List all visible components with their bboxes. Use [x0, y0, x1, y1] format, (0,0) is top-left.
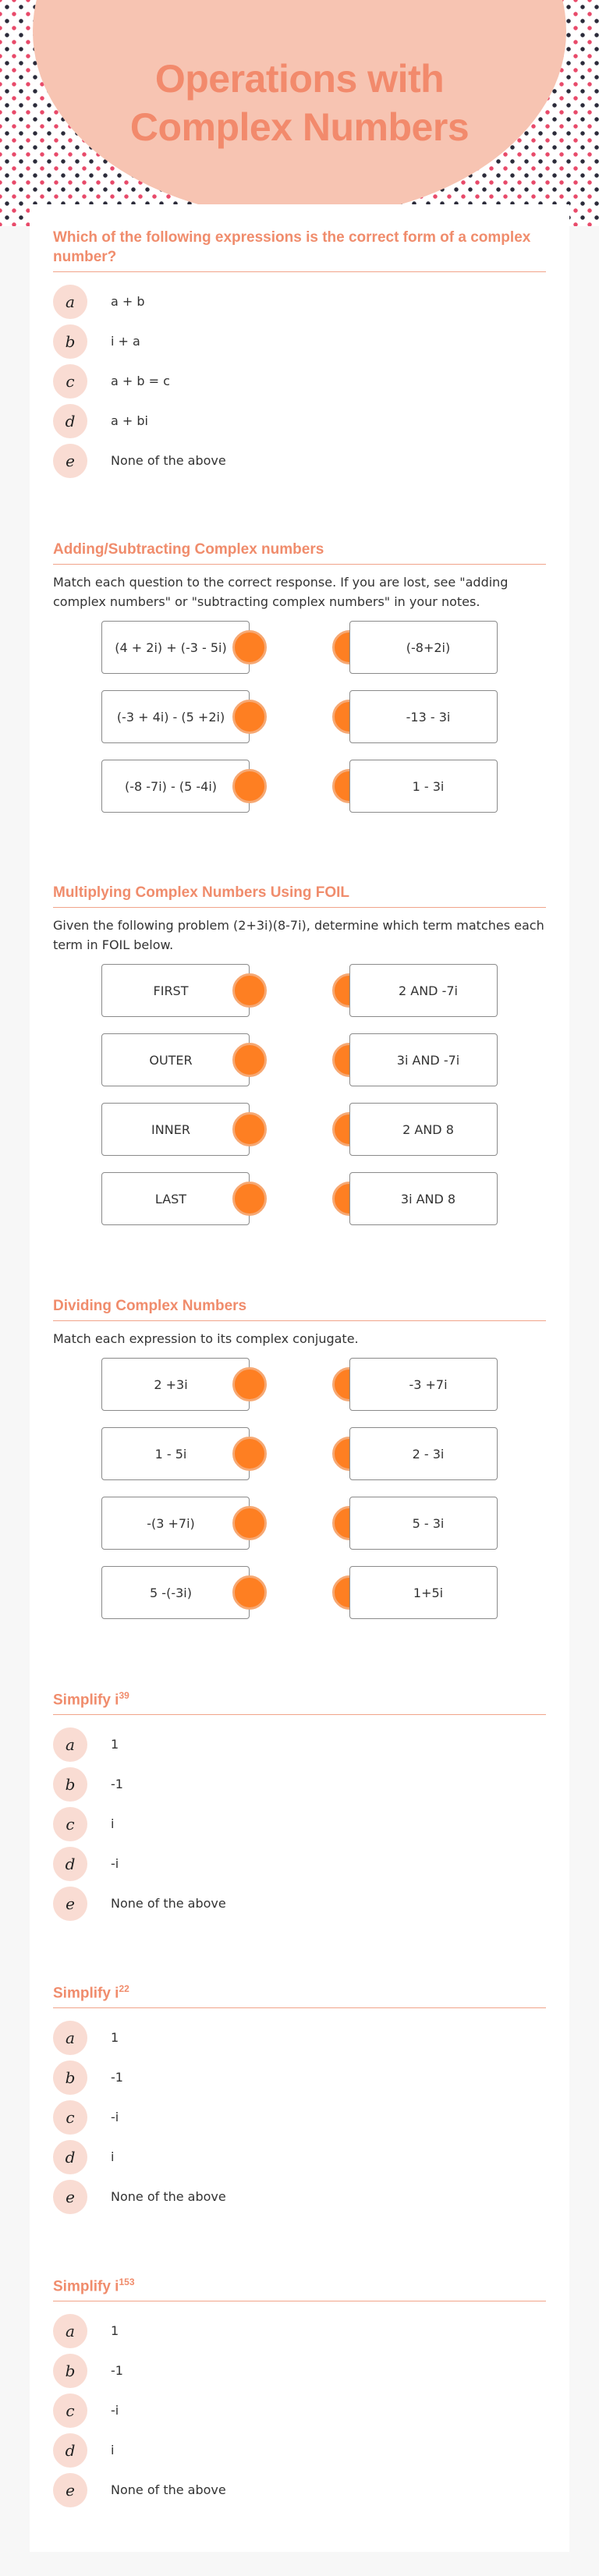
option-a[interactable] — [53, 1724, 546, 1764]
match-right-box[interactable]: 2 AND -7i — [349, 964, 498, 1017]
question-6-exponent: 22 — [119, 1983, 129, 1994]
option-b[interactable] — [53, 321, 546, 361]
match-row — [53, 760, 546, 829]
option-text: i — [111, 2149, 115, 2165]
match-right-box[interactable]: 3i AND 8 — [349, 1172, 498, 1225]
question-4-instructions: Match each expression to its complex conjugate. — [53, 1331, 359, 1346]
match-row — [53, 1033, 546, 1103]
match-right-box[interactable]: 1+5i — [349, 1566, 498, 1619]
match-left-box[interactable]: 2 +3i — [101, 1358, 250, 1411]
option-text: -i — [111, 2403, 119, 2418]
option-letter: e — [53, 2473, 87, 2507]
match-connector-dot[interactable] — [232, 1367, 267, 1401]
question-7-options — [53, 2311, 546, 2510]
option-e[interactable] — [53, 2470, 546, 2510]
option-c[interactable] — [53, 2390, 546, 2430]
question-2-instructions: Match each question to the correct response. If you are lost, see "adding complex numbers" or "subtracting complex numbers" in your notes. — [53, 575, 509, 609]
match-right-box[interactable]: (-8+2i) — [349, 621, 498, 674]
question-6-title — [53, 1979, 546, 2008]
option-d[interactable] — [53, 2430, 546, 2470]
option-text: -i — [111, 1856, 119, 1872]
option-text: None of the above — [111, 2189, 226, 2205]
option-letter: b — [53, 1767, 87, 1802]
question-5-title-text: Simplify i — [53, 1692, 119, 1709]
question-1-options — [53, 282, 546, 480]
option-d[interactable] — [53, 1844, 546, 1883]
match-right-box[interactable]: 5 - 3i — [349, 1497, 498, 1550]
match-right-box[interactable]: 3i AND -7i — [349, 1033, 498, 1086]
match-row — [53, 1566, 546, 1635]
option-letter: e — [53, 444, 87, 478]
match-row — [53, 1172, 546, 1242]
match-left-box[interactable]: FIRST — [101, 964, 250, 1017]
option-c[interactable] — [53, 2097, 546, 2137]
option-letter: d — [53, 2433, 87, 2468]
match-right-box[interactable]: 2 - 3i — [349, 1427, 498, 1480]
match-left-box[interactable]: (4 + 2i) + (-3 - 5i) — [101, 621, 250, 674]
option-letter: a — [53, 1727, 87, 1762]
match-left-box[interactable]: (-8 -7i) - (5 -4i) — [101, 760, 250, 813]
match-right-box[interactable]: -3 +7i — [349, 1358, 498, 1411]
question-6-title-text: Simplify i — [53, 1985, 119, 2002]
question-2-matching — [53, 621, 546, 829]
option-e[interactable] — [53, 441, 546, 480]
option-text: 1 — [111, 2323, 119, 2339]
question-7-title — [53, 2273, 546, 2301]
match-right-box[interactable]: 2 AND 8 — [349, 1103, 498, 1156]
question-4 — [53, 1296, 546, 1635]
option-letter: a — [53, 2021, 87, 2055]
question-7 — [53, 2273, 546, 2510]
match-connector-dot[interactable] — [232, 1575, 267, 1610]
option-text: -1 — [111, 2363, 123, 2379]
option-c[interactable] — [53, 1804, 546, 1844]
option-letter: c — [53, 2100, 87, 2135]
match-connector-dot[interactable] — [232, 1506, 267, 1540]
match-row — [53, 1427, 546, 1497]
question-5-title — [53, 1686, 546, 1715]
question-5 — [53, 1686, 546, 1923]
match-left-box[interactable]: 5 -(-3i) — [101, 1566, 250, 1619]
match-connector-dot[interactable] — [232, 1182, 267, 1216]
option-d[interactable] — [53, 2137, 546, 2177]
option-text: i + a — [111, 334, 140, 349]
question-3 — [53, 883, 546, 1242]
match-right-box[interactable]: -13 - 3i — [349, 690, 498, 743]
match-left-box[interactable]: 1 - 5i — [101, 1427, 250, 1480]
title-line-2: Complex Numbers — [129, 105, 470, 149]
option-text: i — [111, 1816, 115, 1832]
question-4-title: Dividing Complex Numbers — [53, 1296, 546, 1321]
match-left-box[interactable]: OUTER — [101, 1033, 250, 1086]
option-a[interactable] — [53, 2311, 546, 2351]
option-d[interactable] — [53, 401, 546, 441]
option-text: a + bi — [111, 413, 148, 428]
question-5-options — [53, 1724, 546, 1923]
question-4-matching — [53, 1358, 546, 1635]
question-3-matching — [53, 964, 546, 1242]
question-3-title: Multiplying Complex Numbers Using FOIL — [53, 883, 546, 908]
question-1 — [53, 228, 546, 480]
option-text: 1 — [111, 1737, 119, 1752]
match-row — [53, 690, 546, 760]
question-6 — [53, 1979, 546, 2216]
match-connector-dot[interactable] — [232, 1437, 267, 1471]
question-5-exponent: 39 — [119, 1690, 129, 1701]
match-right-box[interactable]: 1 - 3i — [349, 760, 498, 813]
option-text: 1 — [111, 2030, 119, 2046]
question-1-title: Which of the following expressions is the correct form of a complex number? — [53, 228, 546, 272]
match-left-box[interactable]: LAST — [101, 1172, 250, 1225]
match-row — [53, 621, 546, 690]
match-connector-dot[interactable] — [232, 700, 267, 734]
match-row — [53, 1358, 546, 1427]
option-text: a + b — [111, 294, 145, 309]
option-e[interactable] — [53, 1883, 546, 1923]
option-a[interactable] — [53, 2018, 546, 2057]
match-connector-dot[interactable] — [232, 769, 267, 803]
option-text: None of the above — [111, 2482, 226, 2498]
option-a[interactable] — [53, 282, 546, 321]
worksheet-title — [0, 55, 599, 151]
option-letter: a — [53, 2314, 87, 2348]
option-text: -1 — [111, 1777, 123, 1792]
option-text: i — [111, 2443, 115, 2458]
question-3-instructions: Given the following problem (2+3i)(8-7i), determine which term matches each term in FOIL below. — [53, 918, 544, 952]
match-connector-dot[interactable] — [232, 630, 267, 664]
option-text: -1 — [111, 2070, 123, 2085]
option-letter: e — [53, 1887, 87, 1921]
question-7-title-text: Simplify i — [53, 2278, 119, 2295]
option-letter: c — [53, 2394, 87, 2428]
option-letter: d — [53, 2140, 87, 2174]
option-text: -i — [111, 2110, 119, 2125]
match-row — [53, 1103, 546, 1172]
question-2 — [53, 540, 546, 829]
option-letter: b — [53, 2060, 87, 2095]
option-letter: d — [53, 404, 87, 438]
option-c[interactable] — [53, 361, 546, 401]
option-letter: d — [53, 1847, 87, 1881]
option-text: a + b = c — [111, 374, 170, 388]
match-left-box[interactable]: INNER — [101, 1103, 250, 1156]
title-line-1: Operations with — [154, 57, 445, 101]
option-letter: b — [53, 2354, 87, 2388]
match-connector-dot[interactable] — [232, 973, 267, 1008]
option-text: None of the above — [111, 453, 226, 468]
match-row — [53, 1497, 546, 1566]
option-letter: a — [53, 285, 87, 319]
question-7-exponent: 153 — [119, 2277, 135, 2287]
option-b[interactable] — [53, 1764, 546, 1804]
question-2-title: Adding/Subtracting Complex numbers — [53, 540, 546, 565]
match-row — [53, 964, 546, 1033]
match-connector-dot[interactable] — [232, 1112, 267, 1146]
option-b[interactable] — [53, 2351, 546, 2390]
option-e[interactable] — [53, 2177, 546, 2216]
option-b[interactable] — [53, 2057, 546, 2097]
option-text: None of the above — [111, 1896, 226, 1912]
option-letter: e — [53, 2180, 87, 2214]
option-letter: c — [53, 1807, 87, 1841]
option-letter: b — [53, 324, 87, 359]
worksheet-body — [30, 204, 569, 2552]
match-left-box[interactable]: (-3 + 4i) - (5 +2i) — [101, 690, 250, 743]
option-letter: c — [53, 364, 87, 399]
match-connector-dot[interactable] — [232, 1043, 267, 1077]
question-6-options — [53, 2018, 546, 2216]
match-left-box[interactable]: -(3 +7i) — [101, 1497, 250, 1550]
